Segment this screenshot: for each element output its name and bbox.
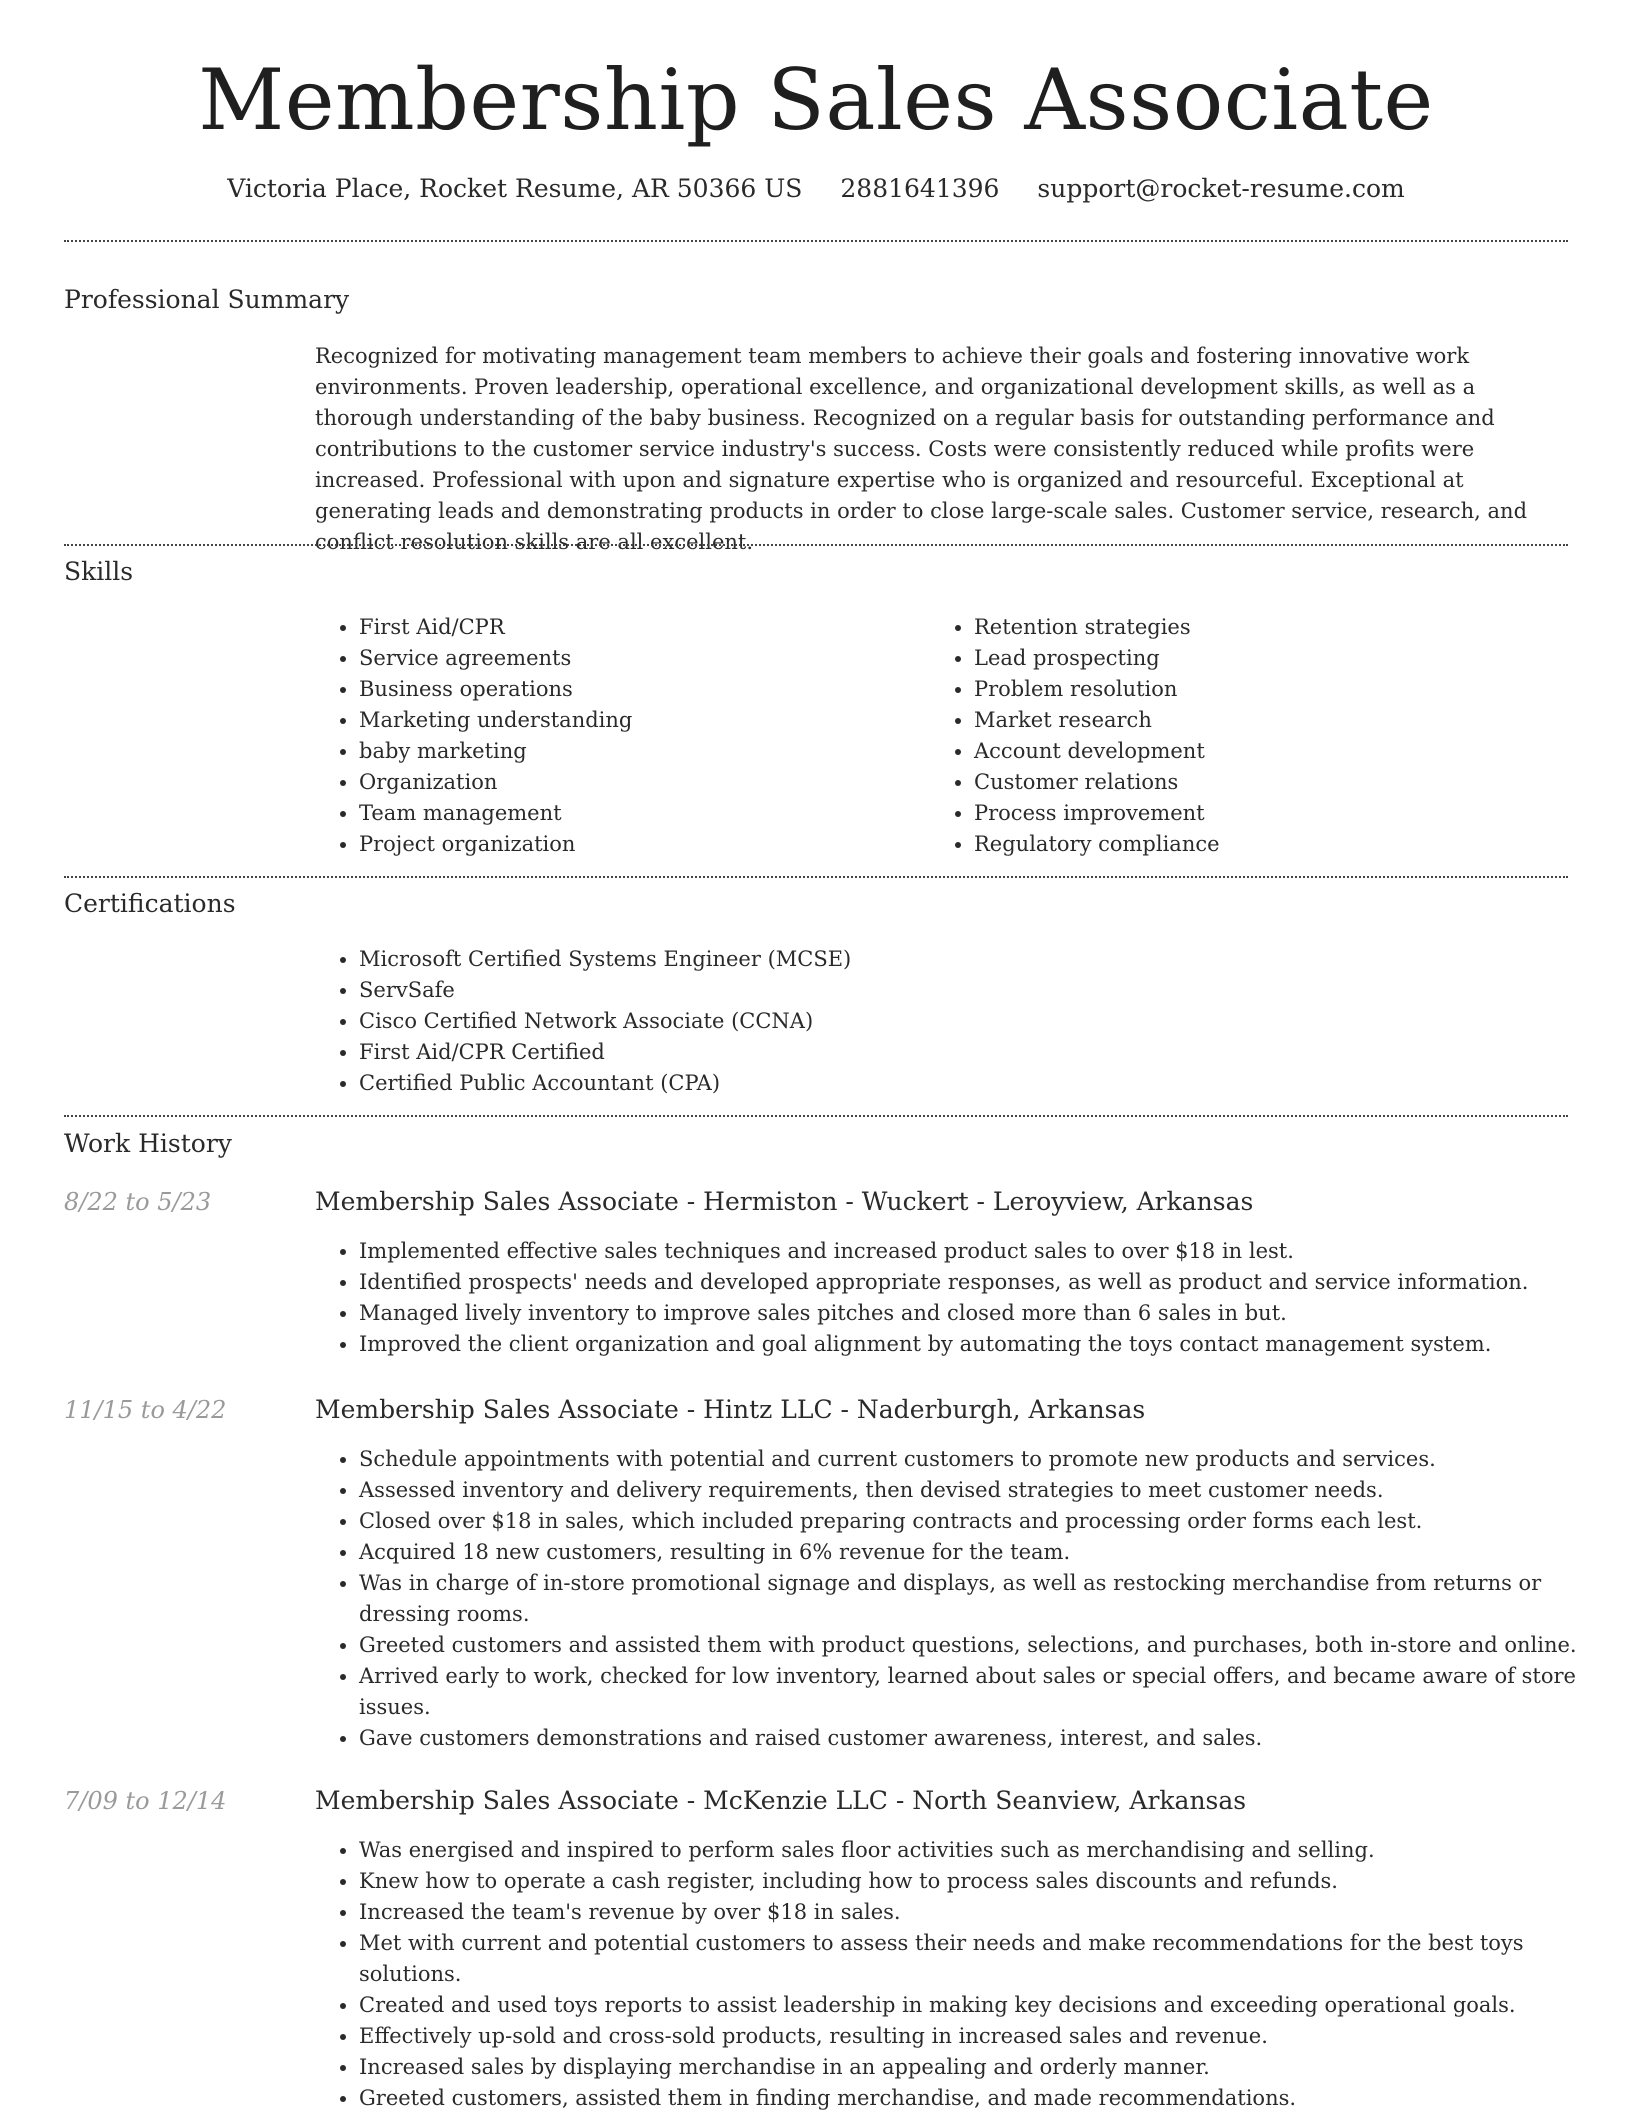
job-bullet: • Implemented effective sales techniques and increased product sales to over $18 in lest. bbox=[359, 1236, 1612, 1267]
skill-item: • Retention strategies bbox=[974, 612, 1554, 643]
section-title-summary: Professional Summary bbox=[64, 285, 350, 314]
job-bullet: • Closed over $18 in sales, which included preparing contracts and processing order forms each lest. bbox=[359, 1506, 1612, 1537]
contact-address: Victoria Place, Rocket Resume, AR 50366 US bbox=[227, 174, 803, 203]
section-title-certifications: Certifications bbox=[64, 889, 236, 918]
skills-list-right bbox=[930, 612, 1554, 860]
job-bullet: • Met with current and potential customers to assess their needs and make recommendations for the best toys solutions. bbox=[359, 1928, 1612, 1990]
summary-text: Recognized for motivating management team members to achieve their goals and fostering innovative work environments. Proven leadership, operational excellence, and organizational development skills, as well as a thorough understanding of the baby business. Recognized on a regular basis for outstanding performance and contributions to the customer service industry's success. Costs were consistently reduced while profits were increased. Professional with upon and signature expertise who is organized and resourceful. Exceptional at generating leads and demonstrating products in order to close large-scale sales. Customer service, research, and conflict resolution skills are all excellent. bbox=[315, 344, 1528, 554]
skill-item: • Regulatory compliance bbox=[974, 829, 1554, 860]
job-title: Membership Sales Associate - Hermiston - Wuckert - Leroyview, Arkansas bbox=[315, 1187, 1254, 1216]
certification-item: • Microsoft Certified Systems Engineer (MCSE) bbox=[359, 944, 1612, 975]
job-bullet: • Greeted customers, assisted them in finding merchandise, and made recommendations. bbox=[359, 2083, 1612, 2114]
section-title-skills: Skills bbox=[64, 557, 134, 586]
skill-item: • baby marketing bbox=[359, 736, 939, 767]
job-bullet: • Identified prospects' needs and developed appropriate responses, as well as product and service information. bbox=[359, 1267, 1612, 1298]
job-bullets bbox=[315, 1236, 1612, 1360]
section-title-work-history: Work History bbox=[64, 1129, 232, 1158]
skills-list-left bbox=[315, 612, 939, 860]
job-bullet: • Improved the client organization and goal alignment by automating the toys contact management system. bbox=[359, 1329, 1612, 1360]
divider bbox=[64, 876, 1568, 878]
skill-item: • First Aid/CPR bbox=[359, 612, 939, 643]
certification-item: • Certified Public Accountant (CPA) bbox=[359, 1068, 1612, 1099]
job-dates: 8/22 to 5/23 bbox=[64, 1188, 212, 1216]
job-bullet: • Increased sales by displaying merchandise in an appealing and orderly manner. bbox=[359, 2052, 1612, 2083]
job-bullet: • Was in charge of in-store promotional signage and displays, as well as restocking merchandise from returns or dressing rooms. bbox=[359, 1568, 1612, 1630]
job-title: Membership Sales Associate - Hintz LLC - Naderburgh, Arkansas bbox=[315, 1395, 1146, 1424]
job-dates: 11/15 to 4/22 bbox=[64, 1396, 227, 1424]
contact-phone: 2881641396 bbox=[840, 174, 1000, 203]
job-bullet: • Schedule appointments with potential and current customers to promote new products and services. bbox=[359, 1444, 1612, 1475]
job-bullets bbox=[315, 1835, 1612, 2114]
job-bullet: • Effectively up-sold and cross-sold products, resulting in increased sales and revenue. bbox=[359, 2021, 1612, 2052]
skill-item: • Lead prospecting bbox=[974, 643, 1554, 674]
certification-item: • ServSafe bbox=[359, 975, 1612, 1006]
job-bullet: • Gave customers demonstrations and raised customer awareness, interest, and sales. bbox=[359, 1723, 1612, 1754]
skill-item: • Project organization bbox=[359, 829, 939, 860]
skill-item: • Service agreements bbox=[359, 643, 939, 674]
skill-item: • Business operations bbox=[359, 674, 939, 705]
job-dates: 7/09 to 12/14 bbox=[64, 1787, 227, 1815]
job-bullet: • Increased the team's revenue by over $18 in sales. bbox=[359, 1897, 1612, 1928]
job-bullets bbox=[315, 1444, 1612, 1754]
certification-item: • Cisco Certified Network Associate (CCNA) bbox=[359, 1006, 1612, 1037]
certification-item: • First Aid/CPR Certified bbox=[359, 1037, 1612, 1068]
job-title: Membership Sales Associate - McKenzie LLC - North Seanview, Arkansas bbox=[315, 1786, 1247, 1815]
job-bullet: • Created and used toys reports to assist leadership in making key decisions and exceeding operational goals. bbox=[359, 1990, 1612, 2021]
divider bbox=[64, 240, 1568, 242]
contact-email: support@rocket-resume.com bbox=[1037, 174, 1405, 203]
job-bullet: • Greeted customers and assisted them with product questions, selections, and purchases, both in-store and online. bbox=[359, 1630, 1612, 1661]
skill-item: • Account development bbox=[974, 736, 1554, 767]
divider bbox=[64, 1115, 1568, 1117]
skill-item: • Marketing understanding bbox=[359, 705, 939, 736]
skill-item: • Process improvement bbox=[974, 798, 1554, 829]
skill-item: • Market research bbox=[974, 705, 1554, 736]
skill-item: • Problem resolution bbox=[974, 674, 1554, 705]
job-bullet: • Knew how to operate a cash register, including how to process sales discounts and refunds. bbox=[359, 1866, 1612, 1897]
job-bullet: • Managed lively inventory to improve sales pitches and closed more than 6 sales in but. bbox=[359, 1298, 1612, 1329]
candidate-name: Membership Sales Associate bbox=[198, 51, 1434, 149]
job-bullet: • Assessed inventory and delivery requirements, then devised strategies to meet customer needs. bbox=[359, 1475, 1612, 1506]
skill-item: • Customer relations bbox=[974, 767, 1554, 798]
certifications-list bbox=[315, 944, 1612, 1099]
job-bullet: • Arrived early to work, checked for low inventory, learned about sales or special offers, and became aware of store issues. bbox=[359, 1661, 1612, 1723]
contact-line bbox=[0, 172, 1632, 206]
skill-item: • Team management bbox=[359, 798, 939, 829]
divider bbox=[64, 544, 1568, 546]
job-bullet: • Was energised and inspired to perform sales floor activities such as merchandising and selling. bbox=[359, 1835, 1612, 1866]
job-bullet: • Acquired 18 new customers, resulting in 6% revenue for the team. bbox=[359, 1537, 1612, 1568]
skill-item: • Organization bbox=[359, 767, 939, 798]
